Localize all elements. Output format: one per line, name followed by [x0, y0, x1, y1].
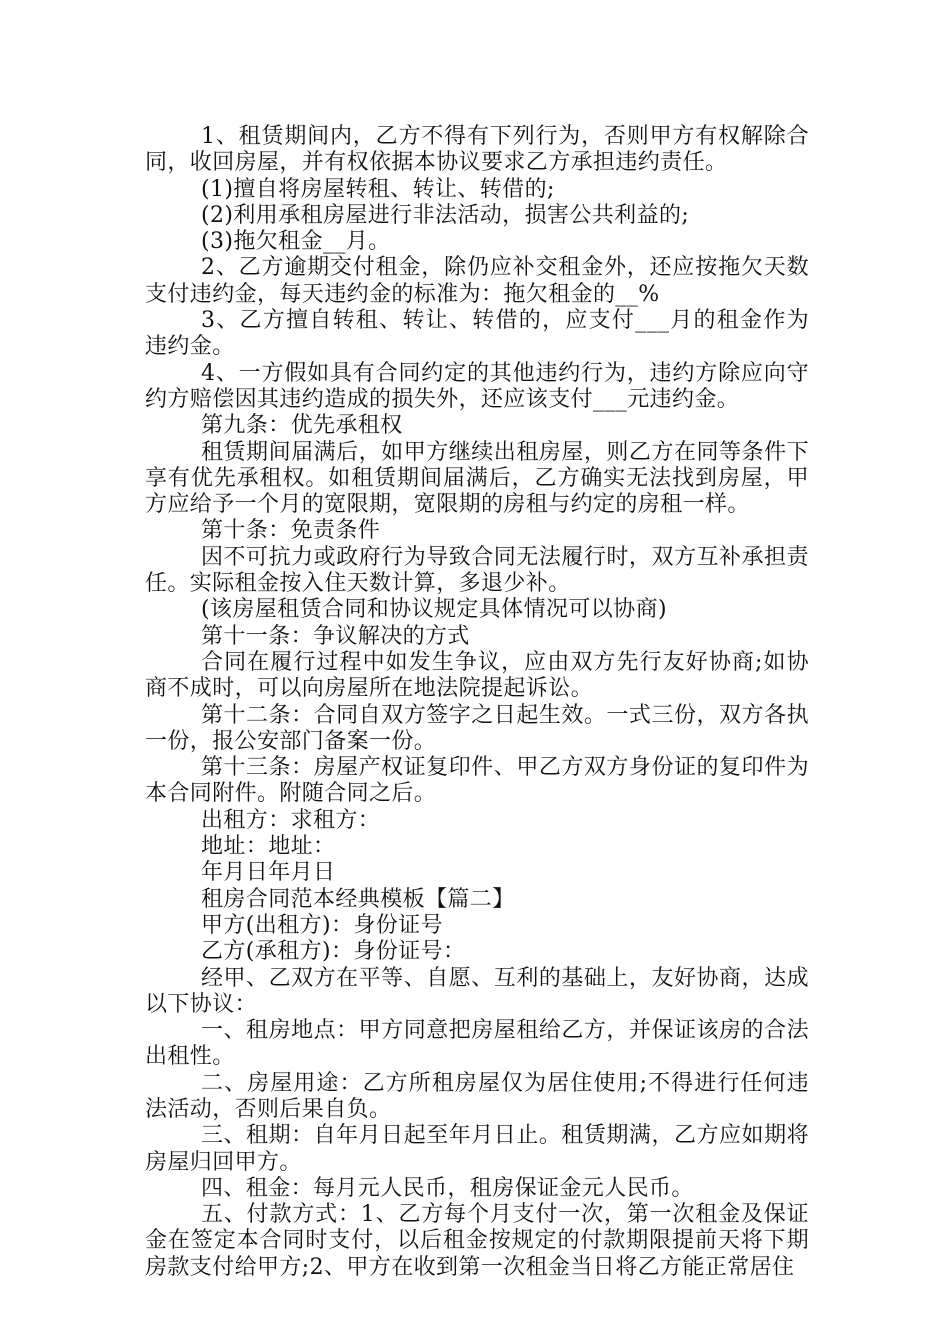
clause-1-paragraph: 1、租赁期间内，乙方不得有下列行为，否则甲方有权解除合同，收回房屋，并有权依据本协议要求乙方承担违约责任。: [145, 124, 809, 176]
negotiation-note: (该房屋租赁合同和协议规定具体情况可以协商): [201, 597, 667, 623]
document-body: [145, 124, 809, 1281]
section-title-part-two: 租房合同范本经典模板【篇二】: [201, 886, 515, 912]
clause-4-paragraph: 4、一方假如具有合同约定的其他违约行为，违约方除应向守约方赔偿因其违约造成的损失外，还应该支付___元违约金。: [145, 360, 809, 412]
clause-1-item-3: (3)拖欠租金__月。: [201, 229, 391, 255]
term-period: 三、租期：自年月日起至年月日止。租赁期满，乙方应如期将房屋归回甲方。: [145, 1123, 809, 1175]
party-b-line: 乙方(承租方)：身份证号：: [201, 939, 466, 965]
clause-1-item-1: (1)擅自将房屋转租、转让、转借的;: [201, 176, 555, 202]
term-usage: 二、房屋用途：乙方所租房屋仅为居住使用;不得进行任何违法活动，否则后果自负。: [145, 1070, 809, 1122]
clause-1-item-2: (2)利用承租房屋进行非法活动，损害公共利益的;: [201, 202, 690, 228]
signature-address-line: 地址：地址：: [201, 834, 336, 860]
signature-parties-line: 出租方：求租方：: [201, 807, 381, 833]
article-12-paragraph: 第十二条：合同自双方签字之日起生效。一式三份，双方各执一份，报公安部门备案一份。: [145, 702, 809, 754]
party-a-line: 甲方(出租方)：身份证号: [201, 912, 443, 938]
article-13-paragraph: 第十三条：房屋产权证复印件、甲乙方双方身份证的复印件为本合同附件。附随合同之后。: [145, 755, 809, 807]
article-11-heading: 第十一条：争议解决的方式: [201, 623, 470, 649]
signature-date-line: 年月日年月日: [201, 860, 336, 886]
term-payment: 五、付款方式：1、乙方每个月支付一次，第一次租金及保证金在签定本合同时支付，以后租金按规定的付款期限提前天将下期房款支付给甲方;2、甲方在收到第一次租金当日将乙方能正常居住: [145, 1202, 809, 1280]
article-11-body: 合同在履行过程中如发生争议，应由双方先行友好协商;如协商不成时，可以向房屋所在地法院提起诉讼。: [145, 649, 809, 702]
term-location: 一、租房地点：甲方同意把房屋租给乙方，并保证该房的合法出租性。: [145, 1018, 809, 1070]
agreement-intro: 经甲、乙双方在平等、自愿、互利的基础上，友好协商，达成以下协议：: [145, 965, 809, 1017]
clause-3-paragraph: 3、乙方擅自转租、转让、转借的，应支付___月的租金作为违约金。: [145, 308, 809, 360]
article-10-heading: 第十条：免责条件: [201, 518, 381, 544]
term-rent: 四、租金：每月元人民币，租房保证金元人民币。: [201, 1175, 694, 1201]
article-9-heading: 第九条：优先承租权: [201, 413, 403, 439]
clause-2-paragraph: 2、乙方逾期交付租金，除仍应补交租金外，还应按拖欠天数支付违约金，每天违约金的标准为：拖欠租金的__%: [145, 255, 809, 307]
article-10-body: 因不可抗力或政府行为导致合同无法履行时，双方互补承担责任。实际租金按入住天数计算，多退少补。: [145, 544, 809, 597]
article-9-body: 租赁期间届满后，如甲方继续出租房屋，则乙方在同等条件下享有优先承租权。如租赁期间届满后，乙方确实无法找到房屋，甲方应给予一个月的宽限期，宽限期的房租与约定的房租一样。: [145, 439, 809, 518]
